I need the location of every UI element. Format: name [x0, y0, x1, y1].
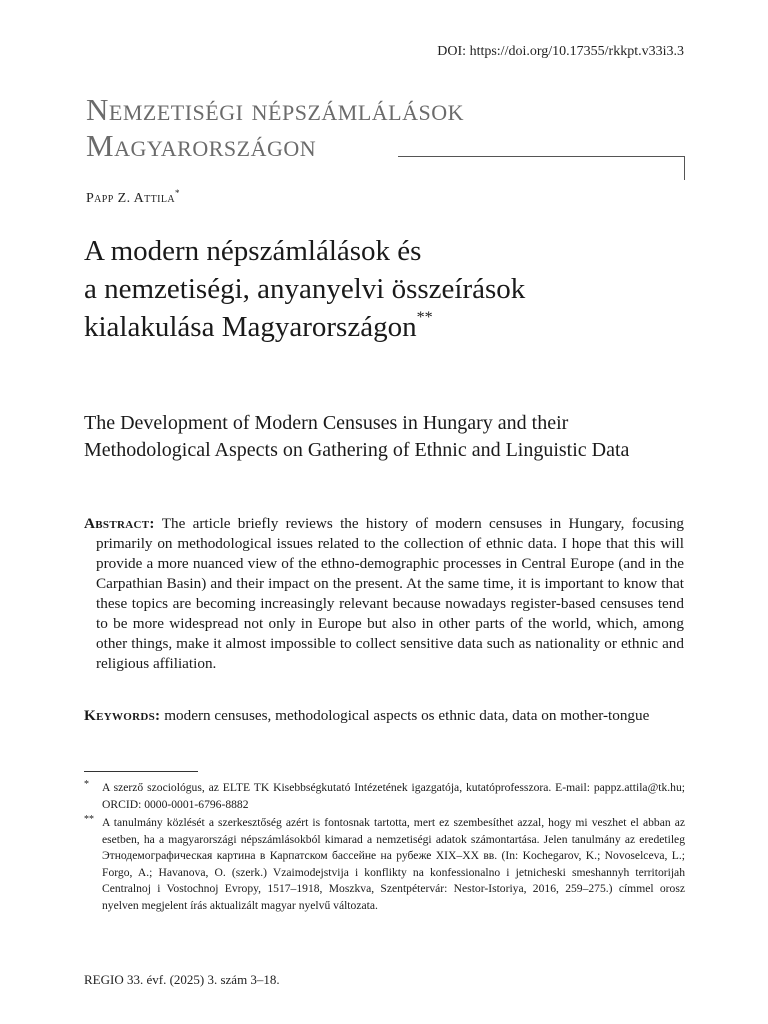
section-title-line1: Nemzetiségi népszámlálások	[86, 92, 465, 127]
footnote	[84, 780, 685, 813]
section-title	[86, 92, 686, 164]
keywords-text: modern censuses, methodological aspects os ethnic data, data on mother-tongue	[164, 707, 650, 724]
footnote-text: A tanulmány közlését a szerkesztőség azért is fontosnak tartotta, mert ez szembesíthet azzal, hogy mi veszhet el abban az esetben, ha a magyarországi népszámlásokból kimarad a nemzetiségi adatok számontartása. Jelen tanulmány az eredetileg Этнодемографическая картина в Карпатском бассейне на рубеже XIX–XX вв. (In: Kochegarov, K.; Novoselceva, L.; Forgo, A.; Havanova, O. (szerk.) Vzaimodejstvija i konflikty na konfessionalno i jetnicheski smeshannyh territorijah Centralnoj i Vostochnoj Evropy, 1517–1918, Moszkva, Szentpétervár: Nestor-Istoriya, 2016, 259–275.) címmel orosz nyelven megjelent írás aktualizált magyar nyelvű változata.	[102, 816, 685, 912]
journal-footer: REGIO 33. évf. (2025) 3. szám 3–18.	[84, 972, 280, 987]
footnote-text: A szerző szociológus, az ELTE TK Kisebbségkutató Intézetének igazgatója, kutatóprofesszora. E-mail: pappz.attila@tk.hu; ORCID: 0000-0001-6796-8882	[102, 781, 685, 811]
footnote	[84, 815, 685, 914]
keywords-label: Keywords:	[84, 707, 161, 724]
title-footnote-mark[interactable]: **	[416, 309, 433, 326]
abstract-text: The article briefly reviews the history of modern censuses in Hungary, focusing primarily on methodological issues related to the collection of ethnic data. I hope that this will provide a more nuanced view of the ethno-demographic processes in Central Europe (and in the Carpathian Basin) and their impact on the present. At the same time, it is important to know that these topics are becoming increasingly relevant because nowadays register-based censuses tend to be more widespread not only in Europe but also in other parts of the world, which, among other things, make it almost impossible to collect sensitive data such as nationality or ethnic and religious affiliation.	[96, 515, 685, 672]
section-title-rule-tick	[684, 156, 685, 180]
keywords	[84, 706, 684, 726]
author-line	[86, 188, 180, 207]
abstract	[84, 514, 684, 674]
section-title-line2: Magyarországon	[86, 128, 317, 163]
english-title: The Development of Modern Censuses in Hungary and their Methodological Aspects on Gathering of Ethnic and Linguistic Data	[84, 412, 630, 461]
footnote-mark: **	[84, 814, 94, 825]
doi-link[interactable]: DOI: https://doi.org/10.17355/rkkpt.v33i3.3	[437, 44, 684, 59]
footnotes	[84, 780, 685, 916]
footnote-divider	[84, 771, 198, 772]
author-footnote-mark[interactable]: *	[175, 188, 180, 198]
article-title-line2: a nemzetiségi, anyanyelvi összeírások	[84, 273, 526, 305]
author-name: Papp Z. Attila	[86, 191, 175, 206]
footnote-mark: *	[84, 779, 89, 790]
abstract-label: Abstract:	[84, 515, 155, 532]
article-title-line3: kialakulása Magyarországon	[84, 311, 417, 343]
article-title	[84, 232, 684, 346]
article-title-line1: A modern népszámlálások és	[84, 235, 422, 267]
section-title-rule	[398, 156, 685, 157]
